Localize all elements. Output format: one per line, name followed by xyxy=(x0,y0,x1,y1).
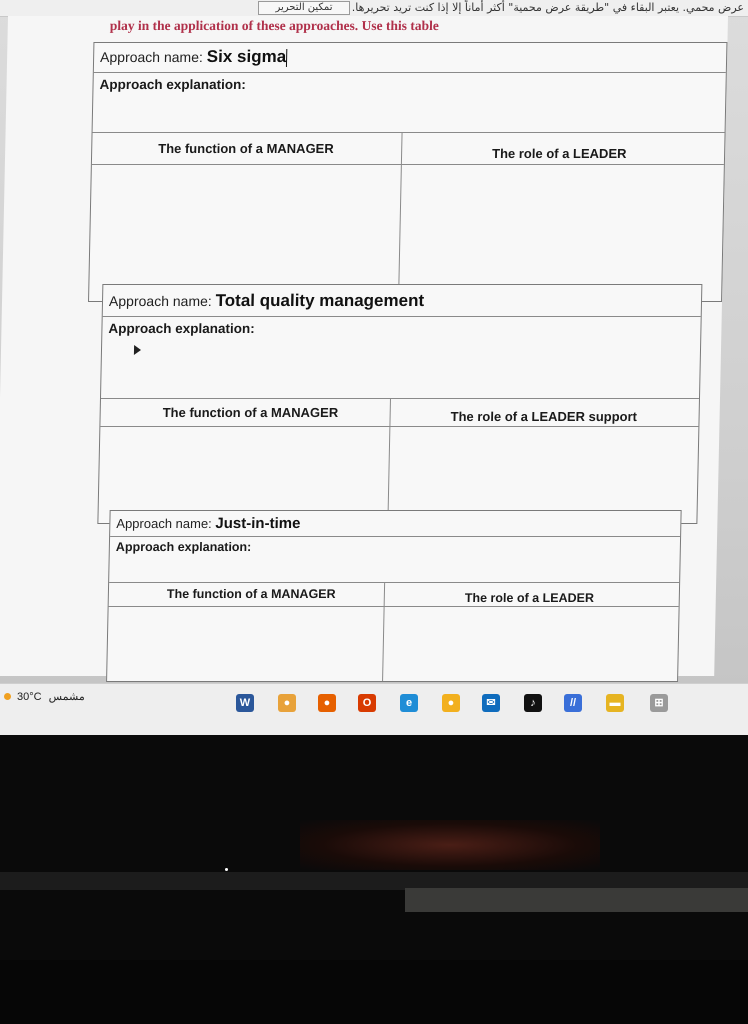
manager-cell[interactable] xyxy=(107,607,385,681)
edge-icon-glyph: e xyxy=(405,697,413,709)
task-view-icon-glyph: ⊞ xyxy=(654,697,664,709)
approach-name-value: Just-in-time xyxy=(215,515,301,532)
mouse-pointer-icon xyxy=(134,345,141,355)
weather-temp: 30°C xyxy=(17,691,42,703)
word-icon-glyph: W xyxy=(239,697,251,709)
approach-name-value: Total quality management xyxy=(215,291,425,310)
approach-name-row[interactable] xyxy=(110,511,681,537)
text-caret xyxy=(286,49,287,67)
enable-editing-button[interactable]: تمكين التحرير xyxy=(258,1,350,15)
approach-explanation-label: Approach explanation: xyxy=(115,540,252,554)
approach-name-label: Approach name: xyxy=(116,516,212,531)
sun-icon xyxy=(4,693,11,700)
firefox-icon[interactable] xyxy=(318,694,336,712)
chrome-alt-icon[interactable] xyxy=(442,694,460,712)
leader-header: The role of a LEADER xyxy=(491,146,627,161)
protected-view-message: عرض محمي. يعتبر البقاء في "طريقة عرض محمية" أكثر أماناً إلا إذا كنت تريد تحريرها. xyxy=(351,1,744,14)
leader-cell[interactable] xyxy=(399,165,724,301)
chrome-icon[interactable] xyxy=(278,694,296,712)
chrome-alt-icon-glyph: ● xyxy=(447,697,455,709)
approach-name-row[interactable] xyxy=(103,285,702,317)
task-view-icon[interactable] xyxy=(650,694,668,712)
leader-header: The role of a LEADER xyxy=(464,591,595,605)
manager-header: The function of a MANAGER xyxy=(158,141,334,156)
approach-explanation-row[interactable] xyxy=(101,317,701,399)
app-icon[interactable] xyxy=(564,694,582,712)
approach-table-six-sigma xyxy=(88,42,727,302)
document-page xyxy=(0,16,728,676)
instruction-text: play in the application of these approaches. Use this table xyxy=(109,18,439,33)
approach-table-tqm xyxy=(97,284,702,524)
header-row xyxy=(92,133,725,165)
weather-desc: مشمس xyxy=(48,691,85,703)
approach-name-row[interactable] xyxy=(94,43,727,73)
tiktok-icon[interactable] xyxy=(524,694,542,712)
approach-explanation-row[interactable] xyxy=(109,537,680,583)
chrome-icon-glyph: ● xyxy=(283,697,291,709)
header-row xyxy=(109,583,680,607)
weather-widget[interactable] xyxy=(4,690,85,703)
protected-view-bar xyxy=(0,0,748,17)
manager-header: The function of a MANAGER xyxy=(162,405,339,420)
power-led xyxy=(225,868,228,871)
desk-surface xyxy=(0,960,748,1024)
approach-table-jit xyxy=(106,510,682,682)
manager-header: The function of a MANAGER xyxy=(166,587,336,601)
office-icon[interactable] xyxy=(358,694,376,712)
firefox-icon-glyph: ● xyxy=(323,697,331,709)
manager-cell[interactable] xyxy=(98,427,390,523)
file-explorer-icon[interactable] xyxy=(606,694,624,712)
reflection-glow xyxy=(300,820,600,870)
leader-header: The role of a LEADER support xyxy=(450,409,638,424)
app-icon-glyph: // xyxy=(569,697,577,709)
approach-name-label: Approach name: xyxy=(108,293,212,309)
file-explorer-icon-glyph: ▬ xyxy=(609,697,621,709)
keyboard-edge xyxy=(405,888,748,912)
word-icon[interactable] xyxy=(236,694,254,712)
leader-cell[interactable] xyxy=(383,607,679,681)
approach-explanation-row[interactable] xyxy=(93,73,726,133)
manager-cell[interactable] xyxy=(89,165,402,301)
mail-icon[interactable] xyxy=(482,694,500,712)
approach-name-label: Approach name: xyxy=(99,49,204,65)
leader-cell[interactable] xyxy=(388,427,698,523)
header-row xyxy=(100,399,699,427)
approach-name-value: Six sigma xyxy=(206,47,287,66)
edge-icon[interactable] xyxy=(400,694,418,712)
windows-taskbar xyxy=(0,683,748,735)
mail-icon-glyph: ✉ xyxy=(486,697,496,709)
tiktok-icon-glyph: ♪ xyxy=(530,697,536,709)
approach-explanation-label: Approach explanation: xyxy=(108,321,255,336)
approach-explanation-label: Approach explanation: xyxy=(99,77,246,92)
office-icon-glyph: O xyxy=(362,697,372,709)
